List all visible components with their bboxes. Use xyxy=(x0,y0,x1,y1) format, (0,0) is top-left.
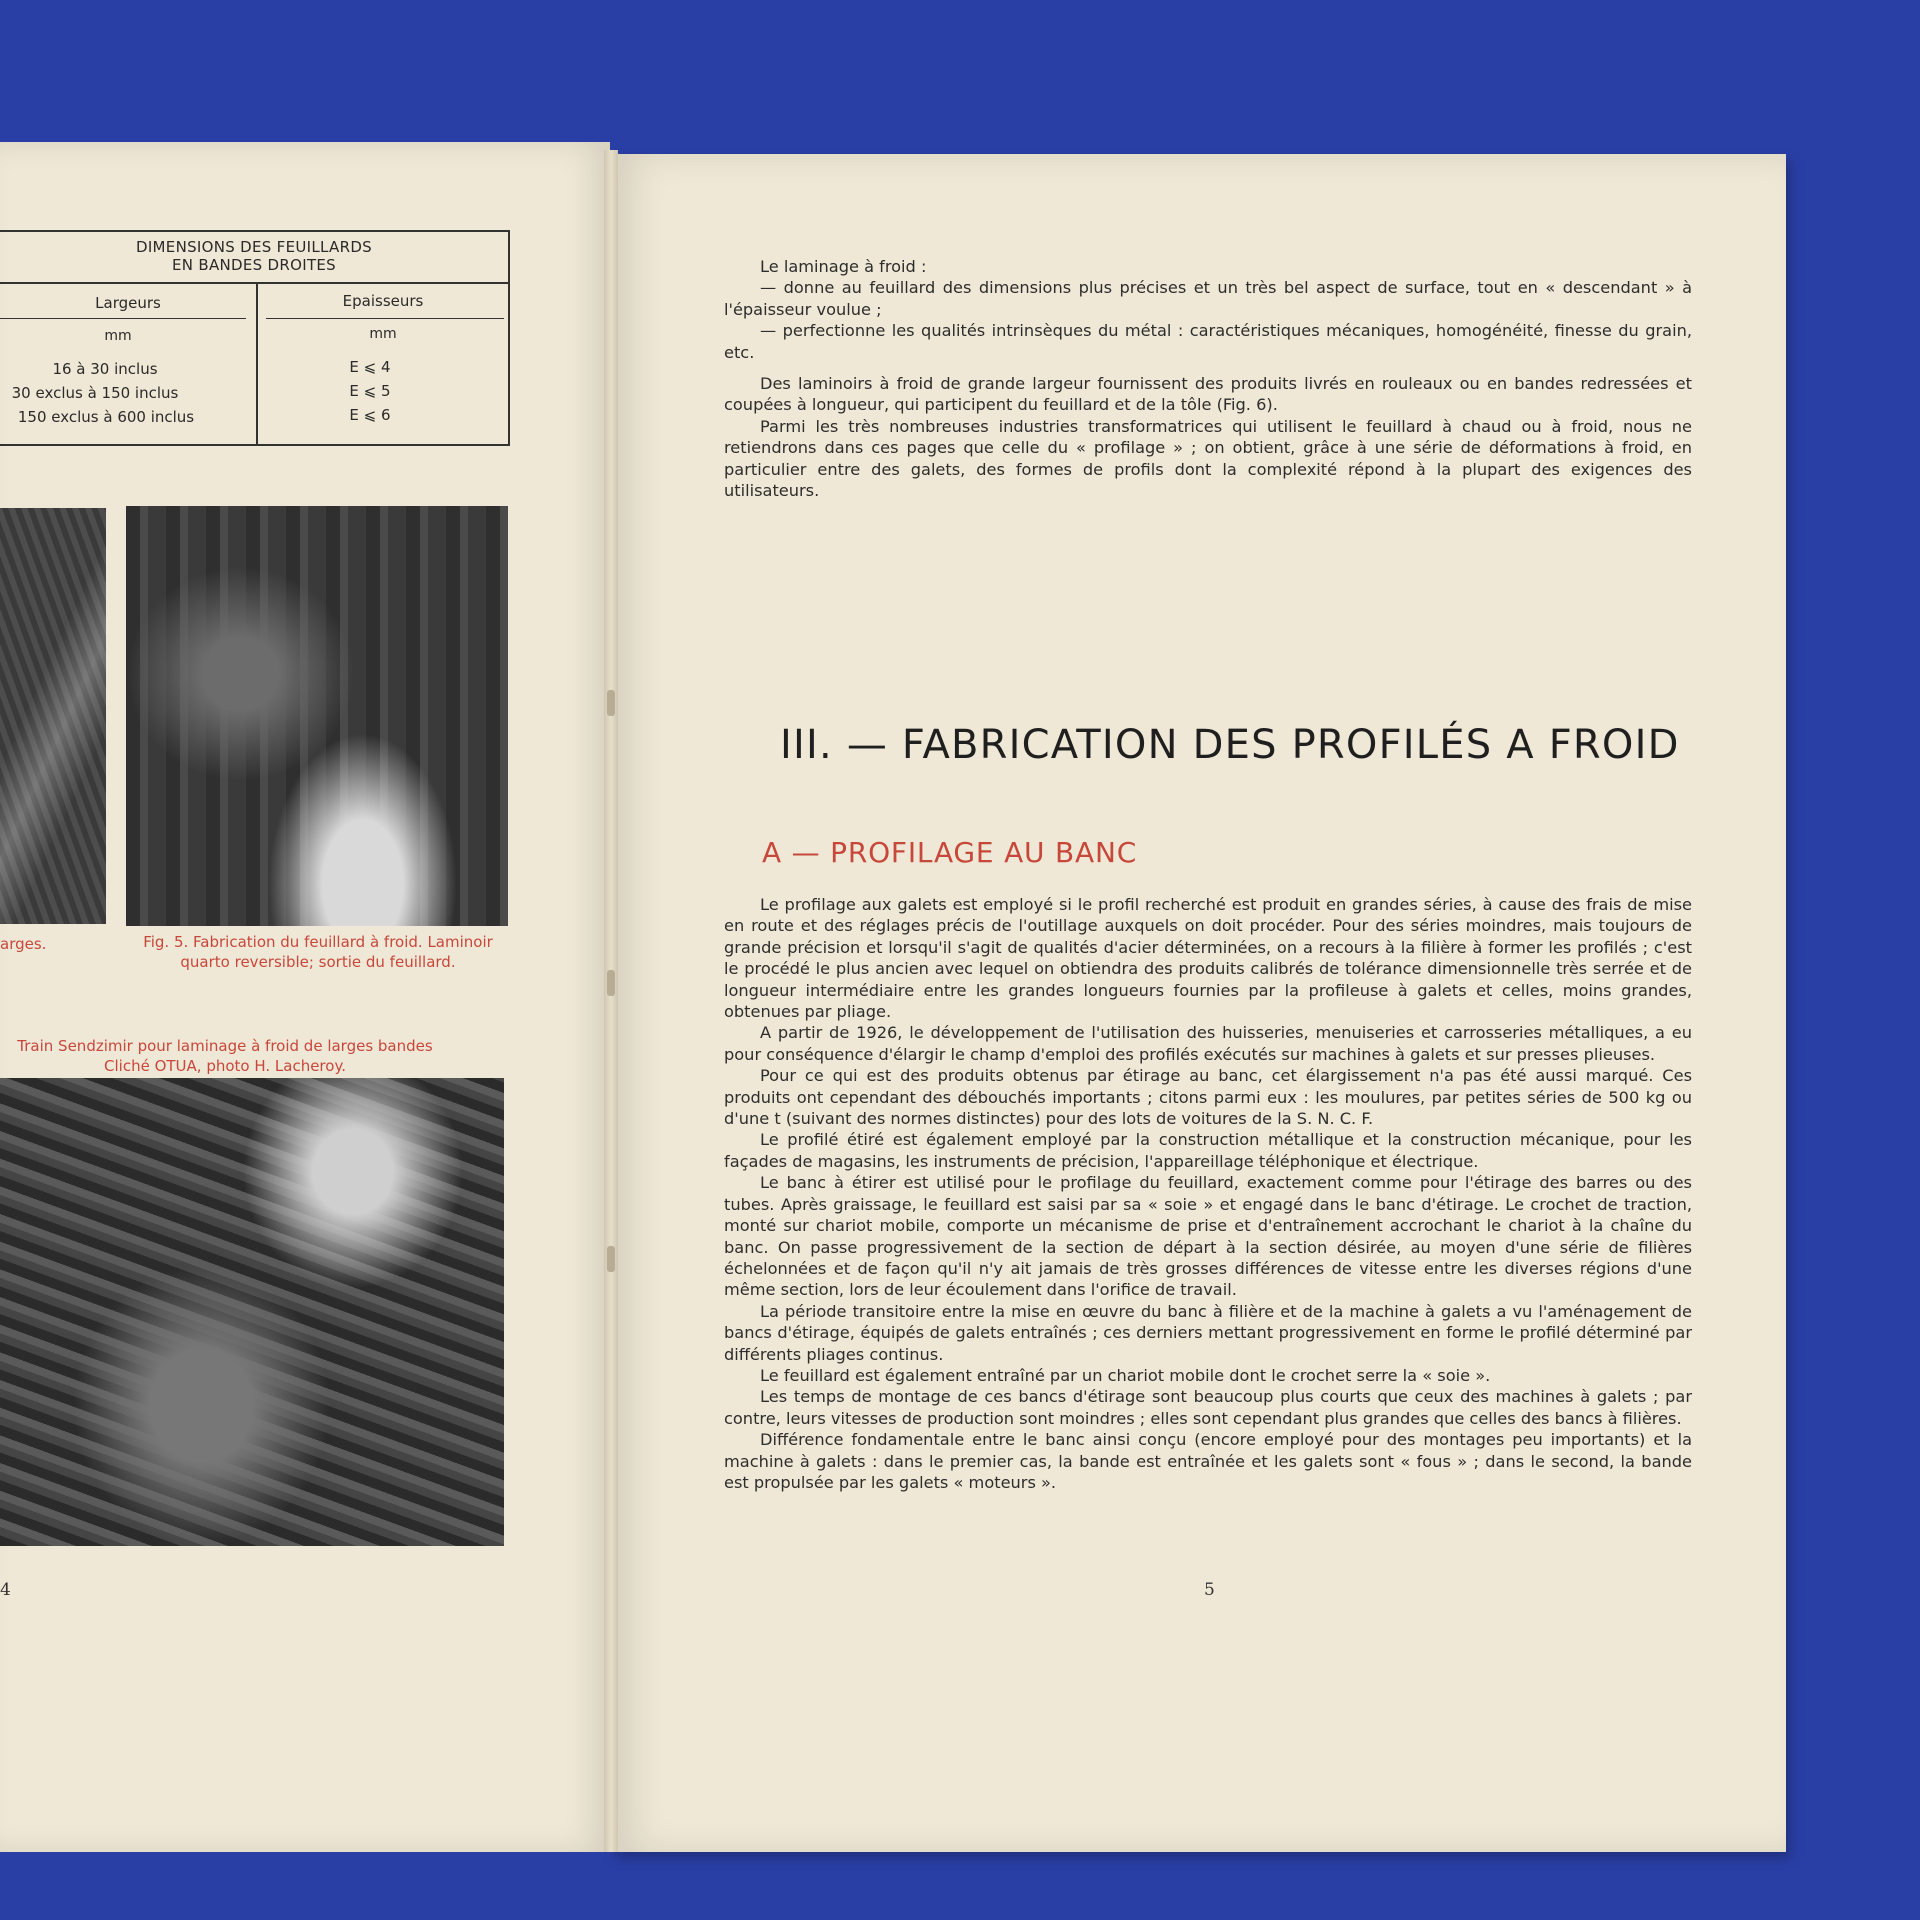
staple-bottom xyxy=(607,1246,615,1272)
caption-sendzimir-line2: Cliché OTUA, photo H. Lacheroy. xyxy=(104,1057,346,1075)
row3-epaisseur: E ⩽ 6 xyxy=(349,406,391,424)
table-title-line2: EN BANDES DROITES xyxy=(171,256,337,274)
left-page-number: 4 xyxy=(0,1580,11,1600)
photo-fig5-cold-rolling-mill xyxy=(126,506,508,926)
intro-line-4: Des laminoirs à froid de grande largeur fournissent des produits livrés en rouleaux ou en bandes redressées et coupées à longueur, qui participent du feuillard et de la tôle (Fig. 6). xyxy=(724,374,1692,415)
paragraph-4: Le profilé étiré est également employé par la construction métallique et la construction mécanique, pour les façades de magasins, les instruments de précision, l'appareillage téléphonique et électrique. xyxy=(724,1130,1692,1171)
photo-sendzimir-train xyxy=(0,1078,504,1546)
paragraph-1: Le profilage aux galets est employé si le profil recherché est produit en grandes séries, à cause des frais de mise en route et des réglages précis de l'outillage auxquels on doit procéder. Pour des séries moindres, mais toujours de grande précision et lorsqu'il s'agit de qualités d'acier déterminées, on a recours à la filière à former les profilés ; c'est le procédé le plus ancien avec lequel on obtiendra des produits calibrés de tolérance dimensionnelle très serrée et de longueur intermédiaire entre les grandes longueurs fournies par la profileuse à galets et celles, moins grandes, obtenues par pliage. xyxy=(724,895,1692,1022)
caption-sendzimir-line1: Train Sendzimir pour laminage à froid de larges bandes xyxy=(17,1037,433,1055)
row2-epaisseur: E ⩽ 5 xyxy=(349,382,391,400)
caption-fig5-line1: Fig. 5. Fabrication du feuillard à froid. Laminoir xyxy=(143,933,493,951)
intro-line-2: — donne au feuillard des dimensions plus précises et un très bel aspect de surface, tout en « descendant » à l'épaisseur voulue ; xyxy=(724,278,1692,319)
paragraph-6: La période transitoire entre la mise en œuvre du banc à filière et de la machine à galets a vu l'aménagement de bancs d'étirage, équipés de galets entraînés ; ces derniers mettant progressivement en forme le profilé déterminé par différents pliages continus. xyxy=(724,1301,1692,1364)
paragraph-2: A partir de 1926, le développement de l'utilisation des huisseries, menuiseries et carrosseries métalliques, a eu pour conséquence d'élargir le champ d'emploi des profilés exécutés sur machines à galets et sur presses plieuses. xyxy=(724,1023,1692,1064)
caption-fig5-line2: quarto reversible; sortie du feuillard. xyxy=(180,953,456,971)
chapter-title: III. — FABRICATION DES PROFILÉS A FROID xyxy=(780,722,1680,768)
paragraph-5: Le banc à étirer est utilisé pour le profilage du feuillard, exactement comme pour l'étirage des barres ou des tubes. Après graissage, le feuillard est saisi par sa « soie » et engagé dans le banc d'étirage. Le crochet de traction, monté sur chariot mobile, comporte un mécanisme de prise et d'entraînement accrochant le chariot à la chaîne du banc. On passe progressivement de la section de départ à la section désirée, au moyen d'une série de filières échelonnées et de façon qu'il n'y ait jamais de très grosses différences de vitesse entre les diverses régions d'une même section, lors de leur écoulement dans l'orifice de travail. xyxy=(724,1173,1692,1300)
right-page-number: 5 xyxy=(1204,1580,1215,1600)
intro-line-5: Parmi les très nombreuses industries transformatrices qui utilisent le feuillard à chaud ou à froid, nous ne retiendrons dans ces pages que celle du « profilage » ; on obtient, grâce à une série de déformations à froid, en particulier entre des galets, des formes de profils dont la complexité répond à la plupart des exigences des utilisateurs. xyxy=(724,416,1692,501)
row1-largeur: 16 à 30 inclus xyxy=(52,360,158,378)
section-title: A — PROFILAGE AU BANC xyxy=(762,836,1138,869)
row3-largeur: 150 exclus à 600 inclus xyxy=(17,408,195,426)
table-title-line1: DIMENSIONS DES FEUILLARDS xyxy=(135,238,372,256)
staple-top xyxy=(607,690,615,716)
table-divider xyxy=(0,282,508,284)
intro-line-3: — perfectionne les qualités intrinsèques du métal : caractéristiques mécaniques, homogénéité, finesse du grain, etc. xyxy=(724,321,1692,362)
col-epaisseurs-header: Epaisseurs xyxy=(342,292,424,310)
paragraph-3: Pour ce qui est des produits obtenus par étirage au banc, cet élargissement n'a pas été aussi marqué. Ces produits ont cependant des débouchés importants ; citons parmi eux : les moulures, par petites séries de 500 kg ou d'une t (suivant des normes distinctes) pour des lots de voitures de la S. N. C. F. xyxy=(724,1066,1692,1129)
caption-sendzimir xyxy=(0,1036,450,1076)
row2-largeur: 30 exclus à 150 inclus xyxy=(11,384,179,402)
dimensions-table xyxy=(0,230,510,446)
section-body xyxy=(724,894,1692,1493)
staple-middle xyxy=(607,970,615,996)
col2-underline xyxy=(266,318,504,319)
col-largeurs-unit: mm xyxy=(104,328,132,344)
col-epaisseurs-unit: mm xyxy=(369,326,397,342)
paragraph-8: Les temps de montage de ces bancs d'étirage sont beaucoup plus courts que ceux des machines à galets ; par contre, leurs vitesses de production sont moindres ; elles sont cependant plus grandes que celles des bancs à filières. xyxy=(724,1387,1692,1428)
row1-epaisseur: E ⩽ 4 xyxy=(349,358,391,376)
caption-partial: arges. xyxy=(0,935,47,953)
paragraph-9: Différence fondamentale entre le banc ainsi conçu (encore employé pour des montages peu importants) et la machine à galets : dans le premier cas, la bande est entraînée et les galets sont « fous » ; dans le second, la bande est propulsée par les galets « moteurs ». xyxy=(724,1430,1692,1492)
col1-underline xyxy=(0,318,246,319)
photo-rolling-mill-partial xyxy=(0,508,106,924)
intro-text xyxy=(724,256,1692,501)
intro-line-1: Le laminage à froid : xyxy=(760,257,927,276)
caption-fig5 xyxy=(126,932,510,972)
paragraph-7: Le feuillard est également entraîné par un chariot mobile dont le crochet serre la « soie ». xyxy=(760,1365,1491,1385)
col-largeurs-header: Largeurs xyxy=(95,294,161,312)
book-gutter xyxy=(604,150,618,1852)
